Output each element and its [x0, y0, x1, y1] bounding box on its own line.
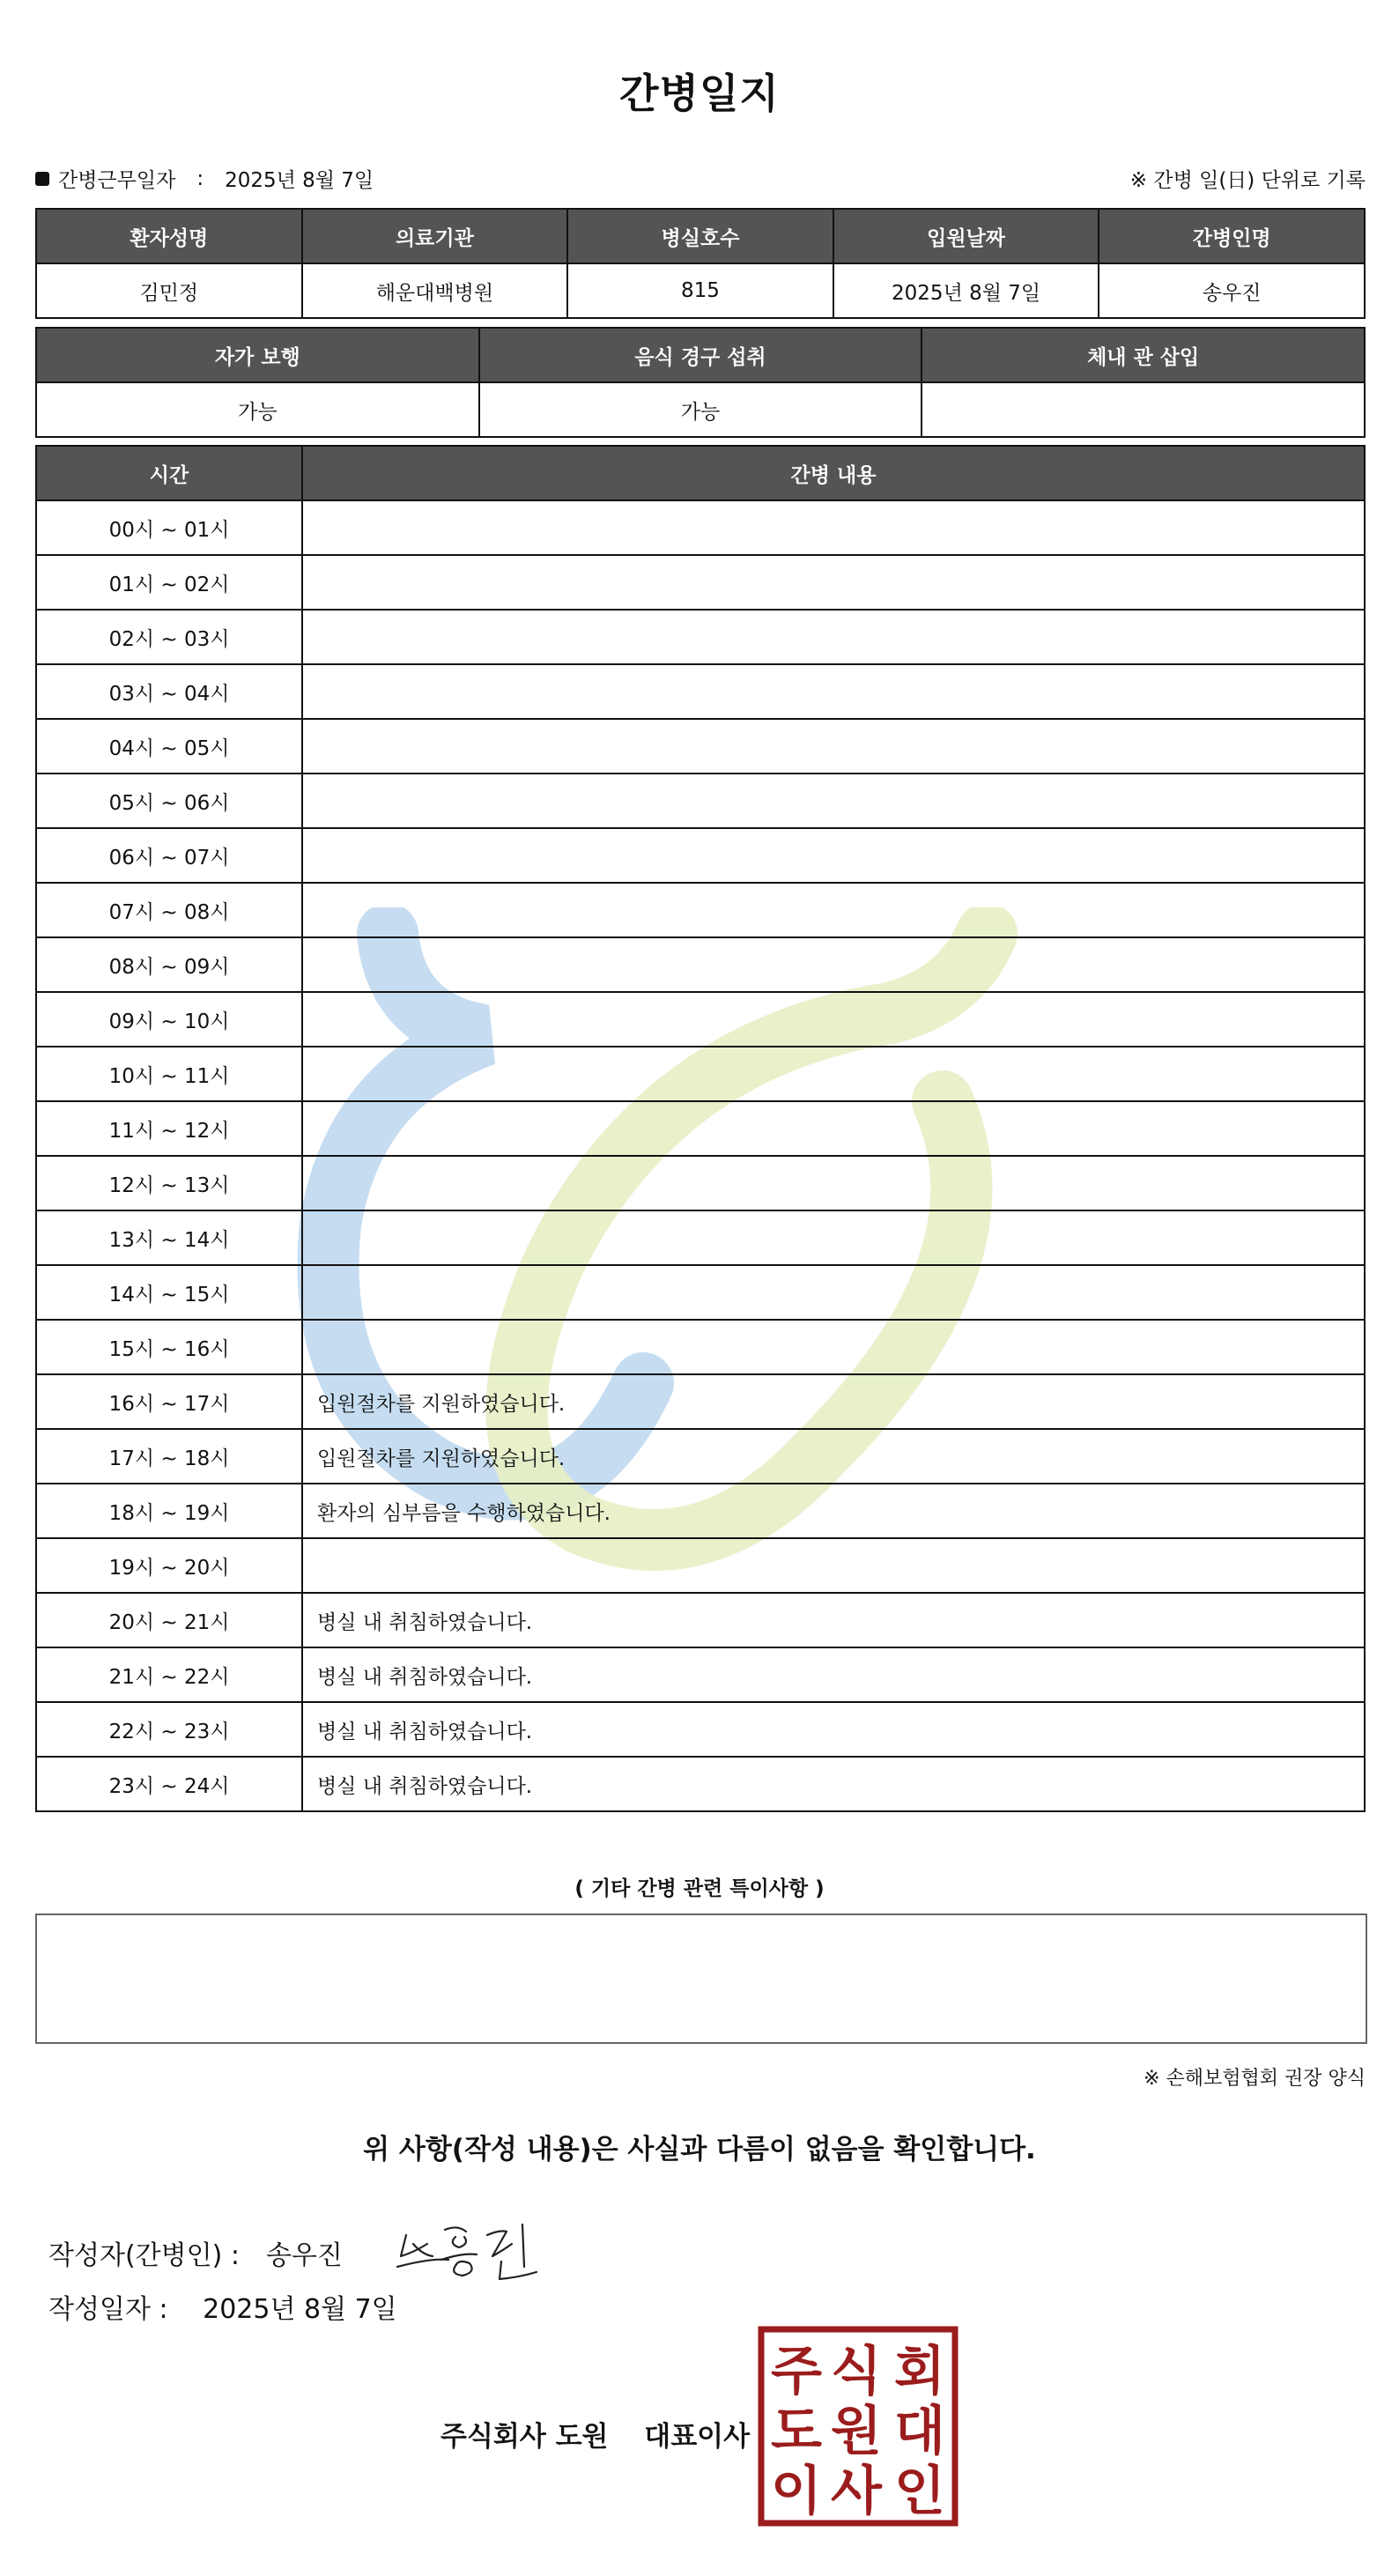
work-date-line: [35, 164, 374, 193]
table-row: [36, 1265, 1365, 1320]
table-row: [36, 1702, 1365, 1757]
hospital-name: 해운대백병원: [302, 263, 568, 318]
time-slot: 22시 ~ 23시: [36, 1702, 302, 1757]
table-row: [36, 774, 1365, 828]
time-slot: 10시 ~ 11시: [36, 1047, 302, 1101]
self-walking-value: 가능: [36, 382, 479, 437]
table-row: [36, 719, 1365, 774]
company-seal-stamp: [758, 2326, 959, 2527]
svg-text:식: 식: [831, 2341, 882, 2402]
table-row: [36, 1484, 1365, 1538]
header-oral-intake: 음식 경구 섭취: [479, 328, 922, 382]
patient-info-table: [35, 208, 1366, 319]
writer-line: [48, 2217, 545, 2288]
header-room-number: 병실호수: [567, 209, 833, 263]
write-date-label: 작성일자 :: [48, 2294, 168, 2325]
oral-intake-value: 가능: [479, 382, 922, 437]
time-slot: 14시 ~ 15시: [36, 1265, 302, 1320]
time-slot: 20시 ~ 21시: [36, 1593, 302, 1647]
svg-text:사: 사: [831, 2461, 882, 2522]
care-content: [302, 1210, 1365, 1265]
header-time: 시간: [36, 446, 302, 500]
care-content: [302, 610, 1365, 664]
writer-label: 작성자(간병인) :: [48, 2240, 240, 2271]
patient-name: 김민정: [36, 263, 302, 318]
table-row: [36, 1156, 1365, 1210]
table-row: [36, 1210, 1365, 1265]
time-slot: 03시 ~ 04시: [36, 664, 302, 719]
header-hospital: 의료기관: [302, 209, 568, 263]
patient-status-value-row: [36, 382, 1365, 437]
care-content: 입원절차를 지원하였습니다.: [302, 1429, 1365, 1484]
table-row: [36, 1593, 1365, 1647]
table-row: [36, 1374, 1365, 1429]
log-header-row: [36, 446, 1365, 500]
table-row: [36, 828, 1365, 883]
table-row: [36, 937, 1365, 992]
tube-insertion-value: [922, 382, 1365, 437]
header-admission-date: 입원날짜: [833, 209, 1099, 263]
care-content: [302, 500, 1365, 555]
unit-note: ※ 간병 일(日) 단위로 기록: [1129, 169, 1366, 192]
time-slot: 05시 ~ 06시: [36, 774, 302, 828]
svg-text:대: 대: [894, 2401, 945, 2462]
care-content: [302, 1101, 1365, 1156]
header-self-walking: 자가 보행: [36, 328, 479, 382]
svg-text:주: 주: [771, 2341, 822, 2402]
time-slot: 17시 ~ 18시: [36, 1429, 302, 1484]
table-row: [36, 992, 1365, 1047]
care-content: [302, 555, 1365, 610]
time-slot: 07시 ~ 08시: [36, 883, 302, 937]
room-number: 815: [567, 263, 833, 318]
table-row: [36, 1538, 1365, 1593]
patient-status-header-row: [36, 328, 1365, 382]
svg-text:회: 회: [894, 2341, 945, 2402]
time-slot: 12시 ~ 13시: [36, 1156, 302, 1210]
header-tube-insertion: 체내 관 삽입: [922, 328, 1365, 382]
hourly-care-log-table: [35, 445, 1366, 1812]
table-row: [36, 1647, 1365, 1702]
table-row: [36, 664, 1365, 719]
table-row: [36, 883, 1365, 937]
patient-info-value-row: [36, 263, 1365, 318]
care-content: 입원절차를 지원하였습니다.: [302, 1374, 1365, 1429]
svg-text:이: 이: [771, 2461, 822, 2522]
time-slot: 08시 ~ 09시: [36, 937, 302, 992]
care-content: 병실 내 취침하였습니다.: [302, 1757, 1365, 1811]
time-slot: 01시 ~ 02시: [36, 555, 302, 610]
care-content: [302, 719, 1365, 774]
time-slot: 19시 ~ 20시: [36, 1538, 302, 1593]
time-slot: 18시 ~ 19시: [36, 1484, 302, 1538]
time-slot: 00시 ~ 01시: [36, 500, 302, 555]
table-row: [36, 1757, 1365, 1811]
svg-text:원: 원: [831, 2401, 882, 2462]
company-line: [440, 2414, 750, 2454]
care-content: 병실 내 취침하였습니다.: [302, 1647, 1365, 1702]
care-content: [302, 937, 1365, 992]
table-row: [36, 610, 1365, 664]
care-content: [302, 1538, 1365, 1593]
care-content: [302, 664, 1365, 719]
work-date-value: 2025년 8월 7일: [225, 169, 374, 192]
care-content: [302, 883, 1365, 937]
work-date-separator: :: [196, 167, 204, 190]
care-content: [302, 774, 1365, 828]
ceo-title: 대표이사: [644, 2421, 751, 2453]
table-row: [36, 1429, 1365, 1484]
header-caregiver-name: 간병인명: [1099, 209, 1365, 263]
header-care-content: 간병 내용: [302, 446, 1365, 500]
time-slot: 02시 ~ 03시: [36, 610, 302, 664]
svg-text:도: 도: [771, 2401, 822, 2462]
table-row: [36, 1101, 1365, 1156]
time-slot: 04시 ~ 05시: [36, 719, 302, 774]
time-slot: 13시 ~ 14시: [36, 1210, 302, 1265]
time-slot: 21시 ~ 22시: [36, 1647, 302, 1702]
admission-date: 2025년 8월 7일: [833, 263, 1099, 318]
care-content: [302, 1320, 1365, 1374]
time-slot: 15시 ~ 16시: [36, 1320, 302, 1374]
patient-status-table: [35, 327, 1366, 438]
care-content: 환자의 심부름을 수행하였습니다.: [302, 1484, 1365, 1538]
time-slot: 11시 ~ 12시: [36, 1101, 302, 1156]
care-content: 병실 내 취침하였습니다.: [302, 1593, 1365, 1647]
confirmation-statement: 위 사항(작성 내용)은 사실과 다름이 없음을 확인합니다.: [363, 2134, 1036, 2165]
time-slot: 06시 ~ 07시: [36, 828, 302, 883]
care-content: 병실 내 취침하였습니다.: [302, 1702, 1365, 1757]
handwritten-signature: [396, 2217, 545, 2288]
page-title: 간병일지: [619, 70, 780, 117]
special-notes-box: [35, 1913, 1367, 2044]
table-row: [36, 555, 1365, 610]
table-row: [36, 500, 1365, 555]
care-content: [302, 992, 1365, 1047]
svg-text:인: 인: [894, 2461, 945, 2522]
table-row: [36, 1047, 1365, 1101]
time-slot: 23시 ~ 24시: [36, 1757, 302, 1811]
company-name: 주식회사 도원: [440, 2421, 609, 2453]
time-slot: 16시 ~ 17시: [36, 1374, 302, 1429]
writer-name: 송우진: [265, 2240, 343, 2271]
form-source-note: ※ 손해보험협회 권장 양식: [1144, 2068, 1366, 2090]
write-date-value: 2025년 8월 7일: [203, 2294, 397, 2325]
care-content: [302, 1047, 1365, 1101]
bullet-icon: [35, 172, 49, 186]
care-content: [302, 828, 1365, 883]
care-content: [302, 1265, 1365, 1320]
caregiver-name: 송우진: [1099, 263, 1365, 318]
write-date-line: [48, 2287, 397, 2326]
work-date-label: 간병근무일자: [58, 169, 176, 192]
table-row: [36, 1320, 1365, 1374]
header-patient-name: 환자성명: [36, 209, 302, 263]
time-slot: 09시 ~ 10시: [36, 992, 302, 1047]
care-content: [302, 1156, 1365, 1210]
patient-info-header-row: [36, 209, 1365, 263]
special-notes-title: ( 기타 간병 관련 특이사항 ): [574, 1877, 825, 1900]
